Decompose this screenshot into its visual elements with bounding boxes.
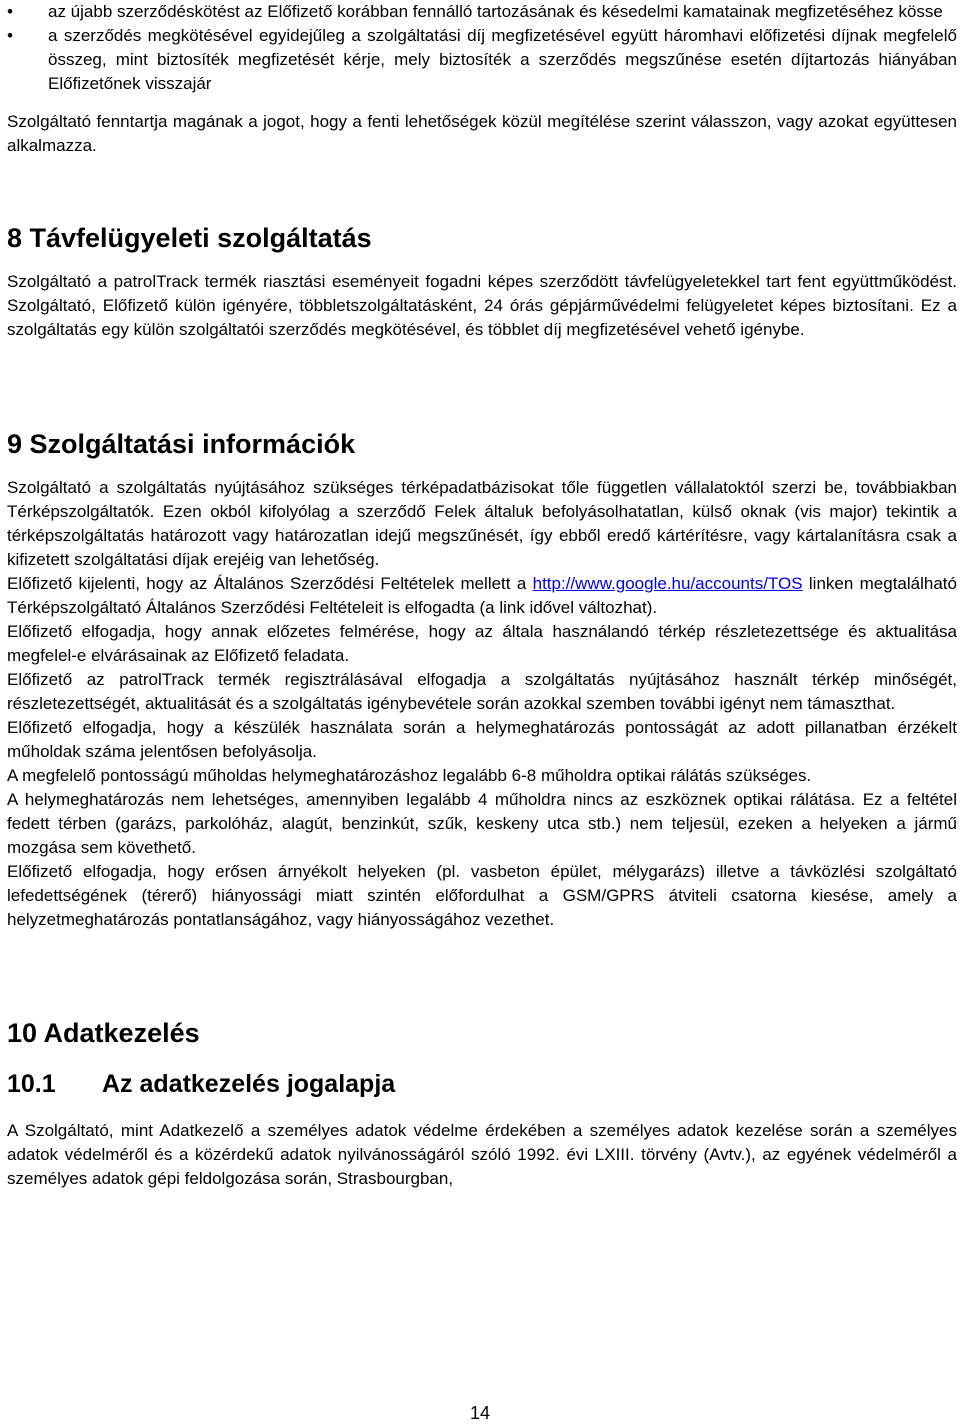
section-8-paragraph: Szolgáltató a patrolTrack termék riasztási eseményeit fogadni képes szerződött távfelügyeletekkel tart fent együttműködést. Szolgáltató, Előfizető külön igényére, többletszolgáltatásként, 24 órás gépjárművédelmi felügyeletet képes biztosítani. Ez a szolgáltatás egy külön szolgáltatói szerződés megkötésével, és többlet díj megfizetésével vehető igénybe.: [7, 272, 957, 339]
bullet-text: a szerződés megkötésével egyidejűleg a szolgáltatási díj megfizetésével együtt háromhavi előfizetési díjnak megfelelő összeg, mint biztosíték megfizetését kérje, mely biztosíték a szerződés megszűnése esetén díjtartozás hiányában Előfizetőnek visszajár: [48, 26, 957, 93]
section-10-paragraph: A Szolgáltató, mint Adatkezelő a személyes adatok védelme érdekében a személyes adatok kezelése során a személyes adatok védelméről és a közérdekű adatok nyilvánosságáról szóló 1992. évi LXIII. törvény (Avtv.), az egyének védelméről a személyes adatok gépi feldolgozása során, Strasbourgban,: [7, 1121, 957, 1188]
intro-paragraph: Szolgáltató fenntartja magának a jogot, hogy a fenti lehetőségek közül megítélése szerint válasszon, vagy azokat együttesen alkalmazza.: [7, 112, 957, 155]
section-9-paragraph-2: [7, 572, 957, 620]
paragraph-text: Előfizető kijelenti, hogy az Általános Szerződési Feltételek mellett a: [7, 574, 533, 593]
section-9-paragraph-5: Előfizető elfogadja, hogy a készülék használata során a helymeghatározás pontosságát az adott pillanatban érzékelt műholdak száma jelentősen befolyásolja.: [7, 718, 957, 761]
google-tos-link[interactable]: http://www.google.hu/accounts/TOS: [532, 574, 803, 593]
section-9-paragraph-7: A helymeghatározás nem lehetséges, amennyiben legalább 4 műholdra nincs az eszköznek optikai rálátása. Ez a feltétel fedett térben (garázs, parkolóház, alagút, benzinkút, szűk, keskeny utca stb.) nem teljesül, ezeken a helyeken a jármű mozgása sem követhető.: [7, 790, 957, 857]
section-9-paragraph-4: Előfizető az patrolTrack termék regisztrálásával elfogadja a szolgáltatás nyújtásához használt térkép minőségét, részletezettségét, aktualitását és a szolgáltatás igénybevétele során azokkal szemben további igényt nem támaszthat.: [7, 670, 957, 713]
section-9-paragraph-6: A megfelelő pontosságú műholdas helymeghatározáshoz legalább 6-8 műholdra optikai rálátás szükséges.: [7, 766, 812, 785]
section-9-heading: 9 Szolgáltatási információk: [7, 429, 356, 459]
section-8-heading: 8 Távfelügyeleti szolgáltatás: [7, 223, 372, 253]
bullet-icon: •: [7, 26, 13, 45]
list-item: [7, 0, 957, 24]
section-10-heading: 10 Adatkezelés: [7, 1018, 200, 1048]
paragraph-text: linken megtalálható Térképszolgáltató Általános Szerződési Feltételeit is elfogadta (a link idővel változhat).: [7, 574, 957, 617]
section-9-paragraph-8: Előfizető elfogadja, hogy erősen árnyékolt helyeken (pl. vasbeton épület, mélygarázs) illetve a távközlési szolgáltató lefedettségének (térerő) hiányossági miatt szintén előfordulhat a GSM/GPRS átviteli csatorna kiesése, amely a helyzetmeghatározás pontatlanságához, vagy hiányosságához vezethet.: [7, 862, 957, 929]
bullet-text: az újabb szerződéskötést az Előfizető korábban fennálló tartozásának és késedelmi kamatainak megfizetéséhez kösse: [48, 2, 943, 21]
bullet-list: [7, 0, 957, 96]
subsection-title: Az adatkezelés jogalapja: [102, 1070, 396, 1098]
list-item: [7, 24, 957, 96]
subsection-10-1-heading: [7, 1069, 957, 1099]
bullet-icon: •: [7, 2, 13, 21]
subsection-number: 10.1: [7, 1070, 56, 1098]
page-content: [7, 0, 957, 1191]
page-number: 14: [469, 1403, 491, 1423]
section-9-paragraph-1: Szolgáltató a szolgáltatás nyújtásához szükséges térképadatbázisokat tőle független vállalatoktól szerzi be, továbbiakban Térképszolgáltatók. Ezen okból kifolyólag a szerződő Felek általuk befolyásolhatatlan, külső oknak (vis major) tekintik a térképszolgáltatás határozott vagy határozatlan idejű megszűnését, így ebből eredő kártérítésre, vagy kártalanításra csak a kifizetett szolgáltatási díjak erejéig van lehetőség.: [7, 478, 957, 569]
section-9-paragraph-3: Előfizető elfogadja, hogy annak előzetes felmérése, hogy az általa használandó térkép részletezettsége és aktualitása megfelel-e elvárásainak az Előfizető feladata.: [7, 622, 957, 665]
